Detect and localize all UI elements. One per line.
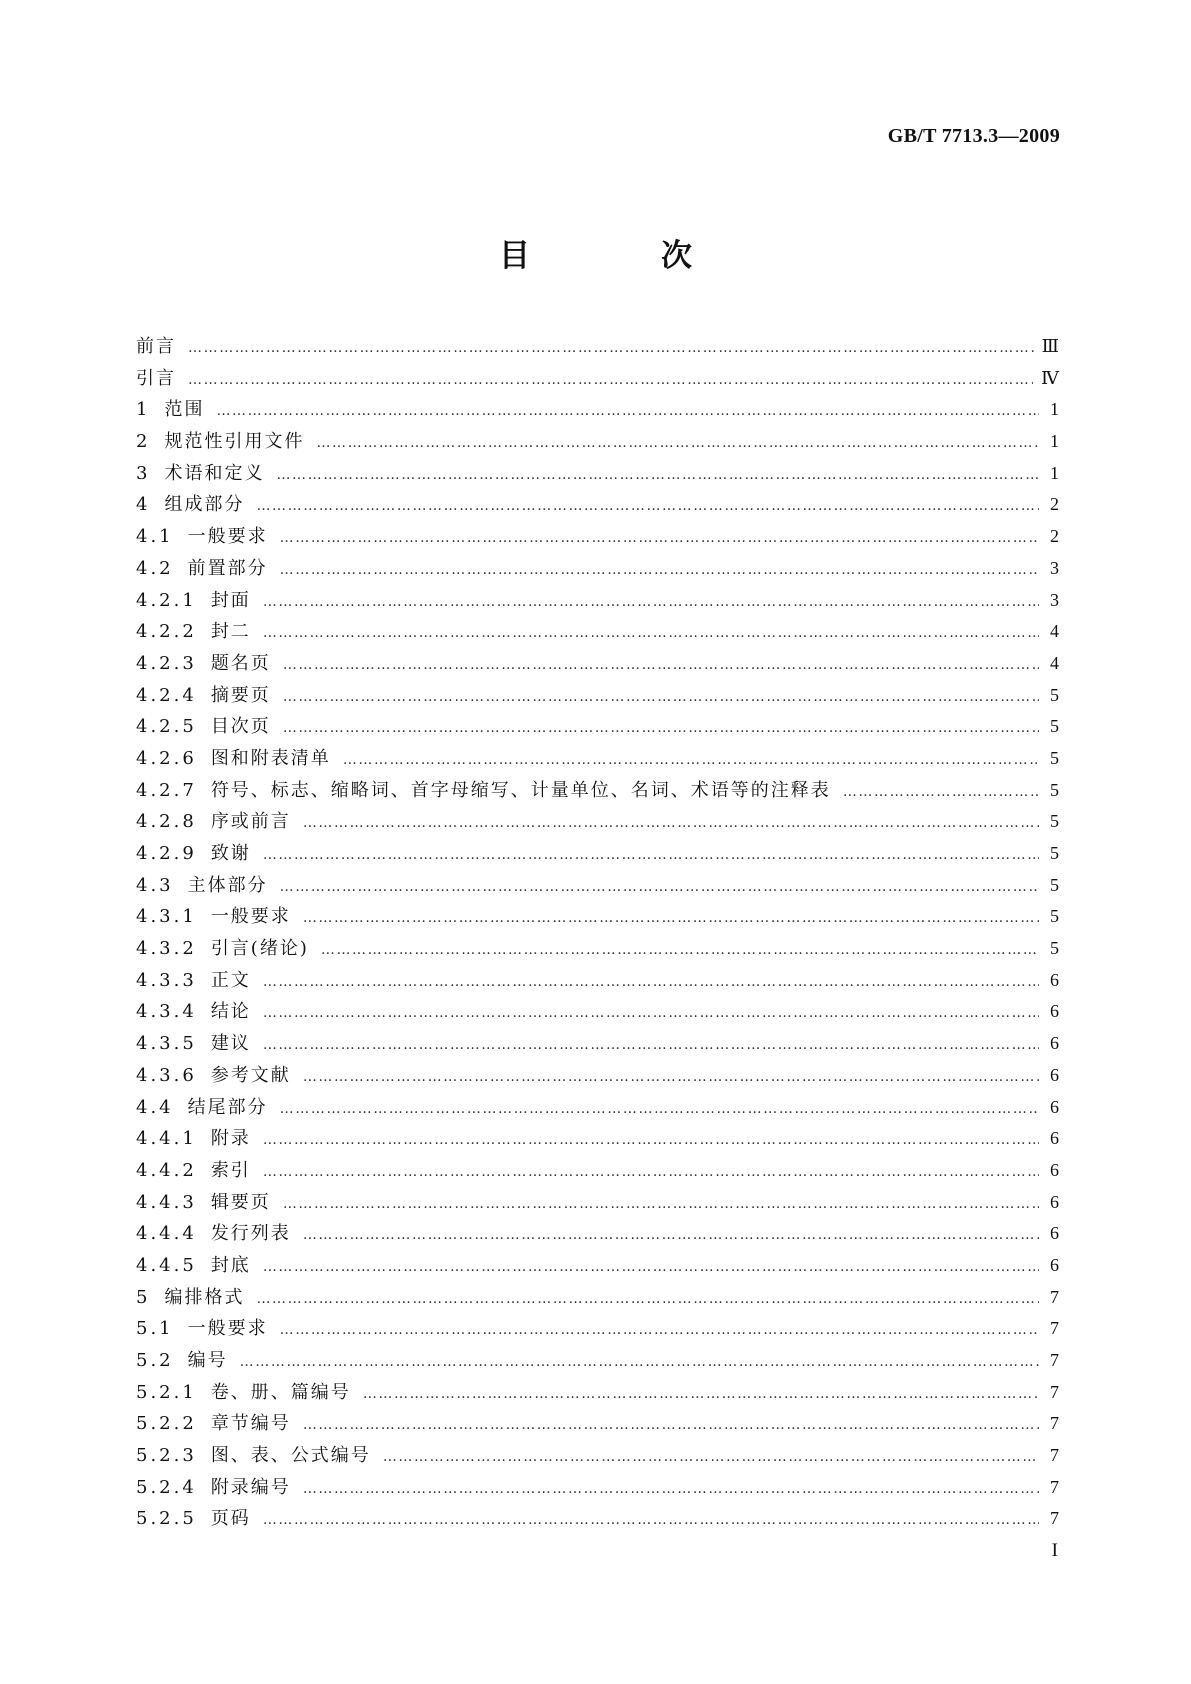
toc-entry-title: 编号 [187, 1350, 228, 1371]
toc-entry-page: 6 [1050, 1223, 1059, 1244]
toc-entry[interactable] [136, 395, 1059, 427]
toc-entry-title: 结论 [210, 1001, 251, 1023]
toc-entry-page: 6 [1050, 1191, 1059, 1212]
table-of-contents [136, 332, 1059, 1536]
toc-leader-dots [263, 974, 1039, 990]
toc-entry[interactable] [136, 1283, 1059, 1315]
toc-entry[interactable] [136, 966, 1059, 998]
toc-entry-page: 6 [1050, 1033, 1059, 1054]
toc-entry-title: 结尾部分 [187, 1096, 268, 1118]
toc-leader-dots [256, 1291, 1039, 1307]
toc-entry-title: 引言(绪论) [210, 938, 309, 960]
toc-entry-title: 前置部分 [187, 557, 268, 579]
toc-leader-dots [263, 625, 1039, 641]
toc-entry-page: 7 [1050, 1476, 1059, 1497]
toc-entry-number: 5.1 [136, 1318, 174, 1340]
toc-entry-title: 致谢 [210, 843, 251, 864]
toc-entry-number: 5.2.4 [136, 1476, 197, 1498]
toc-entry[interactable] [136, 934, 1059, 966]
toc-leader-dots [263, 1132, 1039, 1148]
toc-leader-dots [188, 372, 1033, 388]
toc-entry-page: 5 [1050, 843, 1059, 863]
page-folio: I [1051, 1540, 1058, 1561]
toc-leader-dots [263, 1005, 1039, 1021]
toc-entry-page: 6 [1050, 1096, 1059, 1117]
toc-leader-dots [283, 657, 1039, 673]
toc-entry[interactable] [136, 1093, 1059, 1125]
toc-entry-number: 4.4.5 [136, 1254, 197, 1276]
toc-entry-title: 图和附表清单 [210, 747, 331, 769]
toc-leader-dots [276, 467, 1039, 483]
toc-entry[interactable] [136, 712, 1059, 744]
toc-entry[interactable] [136, 1409, 1059, 1441]
toc-entry-number: 4.1 [136, 526, 174, 548]
toc-entry-number: 4 [136, 494, 151, 516]
toc-entry-number: 4.2.3 [136, 652, 197, 674]
toc-entry[interactable] [136, 1061, 1059, 1093]
toc-entry-title: 符号、标志、缩略词、首字母缩写、计量单位、名词、术语等的注释表 [210, 779, 831, 801]
toc-entry[interactable] [136, 1124, 1059, 1156]
toc-entry[interactable] [136, 1219, 1059, 1251]
toc-entry-number: 5.2.5 [136, 1508, 197, 1530]
toc-entry[interactable] [136, 1251, 1059, 1283]
toc-entry-title: 组成部分 [164, 494, 245, 516]
toc-entry[interactable] [136, 839, 1059, 871]
toc-leader-dots [263, 1512, 1039, 1528]
toc-entry-page: 4 [1050, 652, 1059, 673]
toc-entry-number: 4.4.4 [136, 1223, 197, 1245]
toc-entry[interactable] [136, 997, 1059, 1029]
toc-entry[interactable] [136, 1314, 1059, 1346]
toc-entry-page: 5 [1050, 684, 1059, 705]
toc-entry-number: 5.2 [136, 1350, 174, 1371]
toc-leader-dots [280, 1322, 1039, 1338]
toc-entry[interactable] [136, 617, 1059, 649]
toc-entry[interactable] [136, 427, 1059, 459]
toc-entry-title: 题名页 [210, 652, 271, 674]
toc-entry-number: 4.2.9 [136, 843, 197, 864]
toc-entry-number: 4.2.7 [136, 779, 197, 801]
toc-entry-number: 5.2.3 [136, 1445, 197, 1467]
toc-leader-dots [303, 1417, 1039, 1433]
toc-entry-page: 7 [1050, 1318, 1059, 1339]
toc-entry-number: 4.4.1 [136, 1128, 197, 1150]
toc-entry-title: 参考文献 [210, 1064, 291, 1086]
toc-entry-title: 引言 [136, 367, 176, 389]
toc-leader-dots [216, 403, 1039, 419]
toc-entry-title: 一般要求 [187, 1318, 268, 1340]
toc-entry-title: 一般要求 [210, 906, 291, 928]
toc-entry[interactable] [136, 459, 1059, 491]
toc-leader-dots [263, 1259, 1039, 1275]
toc-entry-title: 规范性引用文件 [164, 431, 305, 453]
toc-entry-title: 序或前言 [210, 811, 291, 833]
toc-entry[interactable] [136, 902, 1059, 934]
toc-entry-page: Ⅲ [1041, 336, 1059, 356]
toc-entry[interactable] [136, 1378, 1059, 1410]
toc-entry[interactable] [136, 681, 1059, 713]
toc-leader-dots [363, 1386, 1039, 1402]
toc-entry-page: 5 [1050, 779, 1059, 800]
toc-entry-title: 章节编号 [210, 1413, 291, 1435]
toc-entry-title: 前言 [136, 336, 176, 357]
toc-entry[interactable] [136, 1188, 1059, 1220]
toc-entry-title: 发行列表 [210, 1223, 291, 1245]
page-title: 目 次 [499, 238, 742, 274]
toc-entry[interactable] [136, 1156, 1059, 1188]
toc-leader-dots [280, 562, 1039, 578]
toc-leader-dots [263, 1164, 1039, 1180]
toc-entry-page: 5 [1050, 716, 1059, 737]
toc-entry-number: 3 [136, 462, 151, 484]
toc-entry-number: 4.2 [136, 557, 174, 579]
toc-entry[interactable] [136, 332, 1059, 364]
toc-entry-page: 5 [1050, 747, 1059, 768]
toc-leader-dots [280, 530, 1039, 546]
toc-entry-page: 5 [1050, 938, 1059, 959]
toc-entry-number: 5.2.1 [136, 1381, 197, 1403]
toc-entry-title: 主体部分 [187, 874, 268, 896]
toc-leader-dots [343, 752, 1039, 768]
toc-leader-dots [303, 815, 1039, 831]
toc-entry-title: 正文 [210, 969, 251, 991]
toc-entry[interactable] [136, 1473, 1059, 1505]
toc-entry-title: 建议 [210, 1033, 251, 1055]
toc-entry-number: 4.3.6 [136, 1064, 197, 1086]
toc-entry[interactable] [136, 554, 1059, 586]
toc-leader-dots [240, 1354, 1039, 1370]
toc-leader-dots [188, 340, 1034, 356]
standard-code: GB/T 7713.3—2009 [887, 125, 1060, 147]
toc-entry-page: 6 [1050, 1159, 1059, 1180]
toc-entry-page: 2 [1050, 526, 1059, 547]
toc-entry-number: 2 [136, 431, 151, 453]
toc-leader-dots [316, 435, 1039, 451]
toc-entry-number: 5 [136, 1286, 151, 1308]
toc-entry-title: 封面 [210, 589, 251, 611]
toc-entry-title: 术语和定义 [164, 462, 265, 484]
toc-entry-page: 1 [1050, 399, 1059, 420]
toc-entry-number: 4.2.5 [136, 716, 197, 738]
toc-entry-title: 摘要页 [210, 684, 271, 706]
toc-leader-dots [263, 1037, 1039, 1053]
toc-entry-page: 4 [1050, 621, 1059, 642]
toc-entry-title: 图、表、公式编号 [210, 1445, 371, 1467]
toc-entry-page: 1 [1050, 462, 1059, 483]
toc-entry[interactable] [136, 776, 1059, 808]
toc-entry-page: 1 [1050, 431, 1059, 452]
toc-entry-page: 7 [1050, 1508, 1059, 1529]
toc-entry-page: 6 [1050, 1001, 1059, 1022]
toc-entry-title: 一般要求 [187, 526, 268, 548]
toc-leader-dots [843, 784, 1039, 800]
toc-entry[interactable] [136, 490, 1059, 522]
toc-entry-number: 4.3.3 [136, 969, 197, 991]
toc-leader-dots [283, 1196, 1039, 1212]
toc-leader-dots [303, 1227, 1039, 1243]
toc-entry-page: 2 [1050, 494, 1059, 515]
toc-entry-number: 4.4.2 [136, 1159, 197, 1181]
toc-leader-dots [263, 594, 1039, 610]
toc-entry-title: 编排格式 [164, 1286, 245, 1308]
toc-leader-dots [280, 879, 1039, 895]
toc-leader-dots [303, 1481, 1039, 1497]
toc-entry-number: 4.4.3 [136, 1191, 197, 1213]
toc-leader-dots [321, 942, 1039, 958]
toc-entry[interactable] [136, 364, 1059, 396]
toc-leader-dots [280, 1101, 1039, 1117]
toc-entry[interactable] [136, 1504, 1059, 1536]
toc-entry-number: 4.3 [136, 874, 174, 896]
toc-entry-page: 6 [1050, 1064, 1059, 1085]
toc-entry-number: 4.3.2 [136, 938, 197, 960]
toc-entry-number: 4.3.4 [136, 1001, 197, 1023]
toc-entry-title: 索引 [210, 1159, 251, 1181]
toc-entry-title: 页码 [210, 1508, 251, 1530]
toc-entry-page: 7 [1050, 1381, 1059, 1402]
toc-entry-number: 4.2.8 [136, 811, 197, 833]
toc-leader-dots [383, 1449, 1039, 1465]
toc-entry-title: 封二 [210, 621, 251, 643]
toc-entry[interactable] [136, 807, 1059, 839]
toc-entry[interactable] [136, 522, 1059, 554]
toc-leader-dots [303, 1069, 1039, 1085]
toc-entry-title: 附录 [210, 1128, 251, 1150]
toc-entry-page: 6 [1050, 969, 1059, 990]
toc-entry-page: 6 [1050, 1254, 1059, 1275]
toc-entry-title: 附录编号 [210, 1476, 291, 1498]
toc-entry[interactable] [136, 871, 1059, 903]
toc-leader-dots [283, 689, 1039, 705]
toc-entry[interactable] [136, 586, 1059, 618]
toc-entry-page: 5 [1050, 906, 1059, 927]
toc-entry-number: 5.2.2 [136, 1413, 197, 1435]
toc-entry-title: 辑要页 [210, 1191, 271, 1213]
toc-entry-page: 7 [1050, 1350, 1059, 1370]
toc-entry-page: 5 [1050, 811, 1059, 832]
toc-entry-page: 5 [1050, 874, 1059, 895]
toc-entry[interactable] [136, 744, 1059, 776]
toc-entry-title: 目次页 [210, 716, 271, 738]
toc-entry-title: 封底 [210, 1254, 251, 1276]
toc-entry-number: 4.2.2 [136, 621, 197, 643]
toc-leader-dots [256, 498, 1039, 514]
toc-entry-page: 3 [1050, 557, 1059, 578]
toc-entry-number: 4.2.6 [136, 747, 197, 769]
toc-entry-title: 卷、册、篇编号 [210, 1381, 351, 1403]
toc-entry[interactable] [136, 649, 1059, 681]
toc-entry-number: 4.2.1 [136, 589, 197, 611]
toc-entry-number: 4.3.1 [136, 906, 197, 928]
toc-entry-number: 1 [136, 399, 151, 421]
toc-entry-page: 7 [1050, 1445, 1059, 1466]
toc-entry-number: 4.2.4 [136, 684, 197, 706]
toc-entry-page: 6 [1050, 1128, 1059, 1149]
toc-entry-page: 7 [1050, 1413, 1059, 1434]
toc-entry-page: 3 [1050, 589, 1059, 610]
toc-entry-page: 7 [1050, 1286, 1059, 1307]
toc-entry-number: 4.3.5 [136, 1033, 197, 1055]
toc-entry[interactable] [136, 1029, 1059, 1061]
toc-leader-dots [283, 720, 1039, 736]
toc-leader-dots [303, 910, 1039, 926]
toc-entry-title: 范围 [164, 399, 205, 421]
toc-entry[interactable] [136, 1441, 1059, 1473]
toc-leader-dots [263, 847, 1039, 863]
toc-entry[interactable] [136, 1346, 1059, 1378]
toc-entry-number: 4.4 [136, 1096, 174, 1118]
toc-entry-page: Ⅳ [1041, 367, 1059, 388]
